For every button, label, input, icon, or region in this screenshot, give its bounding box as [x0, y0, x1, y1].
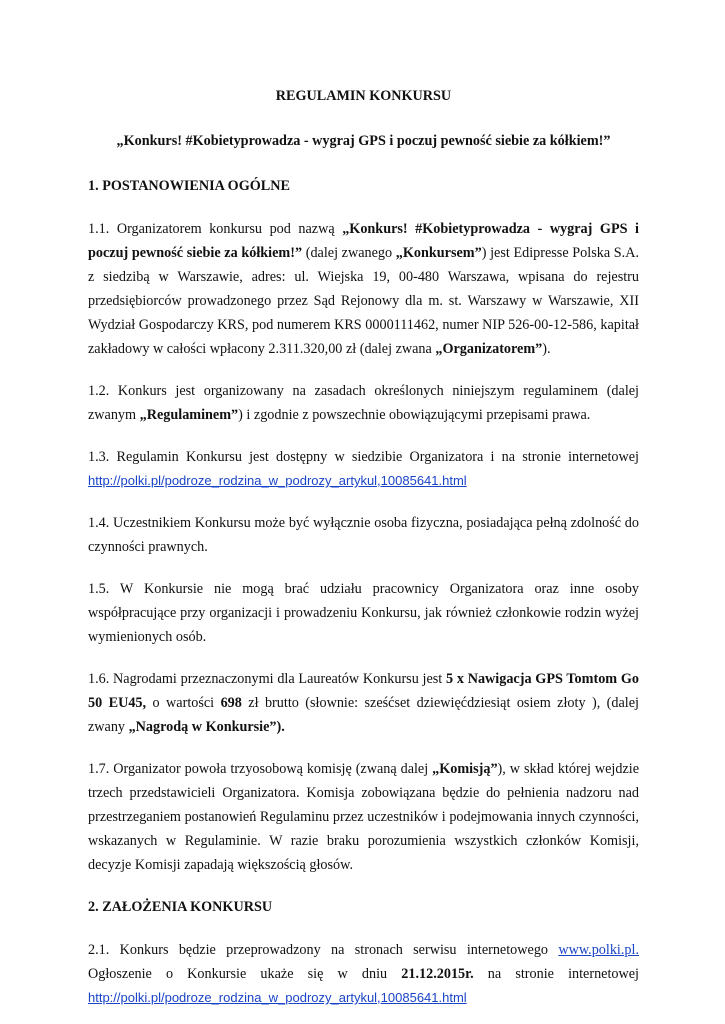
paragraph-1-1 [88, 217, 639, 361]
p2-1-text-c: na stronie internetowej [473, 966, 639, 982]
p1-6-text-a: 1.6. Nagrodami przeznaczonymi dla Laureatów Konkursu jest [88, 671, 447, 687]
section-2-heading: 2. ZAŁOŻENIA KONKURSU [88, 899, 273, 915]
regulamin-link[interactable]: http://polki.pl/podroze_rodzina_w_podrozy_artykul,10085641.html [88, 473, 467, 488]
section-1-heading: 1. POSTANOWIENIA OGÓLNE [88, 178, 290, 194]
p1-6-prize: 5 x Nawigacja GPS Tomtom Go 50 EU45, [88, 671, 639, 711]
document-title: REGULAMIN KONKURSU [275, 88, 452, 104]
p1-1-text-a: 1.1. Organizatorem konkursu pod nazwą [88, 221, 343, 237]
p1-1-konkursem: „Konkursem” [395, 245, 482, 261]
p1-2-text-c: ) i zgodnie z powszechnie obowiązującymi przepisami prawa. [238, 407, 591, 423]
p1-6-text-c: o wartości [146, 695, 221, 711]
paragraph-2-1-link-line [88, 986, 639, 1010]
polki-site-link[interactable]: www.polki.pl. [558, 942, 639, 958]
p1-1-text-g: ). [542, 341, 551, 357]
announcement-link[interactable]: http://polki.pl/podroze_rodzina_w_podrozy_artykul,10085641.html [88, 990, 467, 1005]
paragraph-1-4: 1.4. Uczestnikiem Konkursu może być wyłącznie osoba fizyczna, posiadająca pełną zdolność do czynności prawnych. [88, 515, 639, 555]
p1-3-text-a: 1.3. Regulamin Konkursu jest dostępny w siedzibie Organizatora i na stronie internetowej [88, 449, 639, 465]
p1-7-komisja: „Komisją” [432, 761, 498, 777]
p1-1-text-e: ) jest Edipresse Polska S.A. z siedzibą w Warszawie, adres: ul. Wiejska 19, 00-480 Warszawa, wpisana do rejestru przedsiębiorców prowadzonego przez Sąd Rejonowy dla m. st. Warszawy w Warszawie, XII Wydział Gospodarczy KRS, pod numerem KRS 0000111462, numer NIP 526-00-12-586, kapitał zakładowy w całości wpłacony 2.311.320,00 zł (dalej zwana [88, 245, 640, 357]
paragraph-1-2 [88, 379, 639, 427]
p1-7-text-a: 1.7. Organizator powoła trzyosobową komisję (zwaną dalej [88, 761, 433, 777]
p1-2-regulaminem: „Regulaminem” [139, 407, 239, 423]
paragraph-1-5: 1.5. W Konkursie nie mogą brać udziału pracownicy Organizatora oraz inne osoby współpracujące przy organizacji i prowadzeniu Konkursu, jak również członkowie rodzin wyżej wymienionych osób. [88, 581, 639, 645]
p1-1-text-c: (dalej zwanego [302, 245, 396, 261]
paragraph-1-7 [88, 757, 639, 877]
paragraph-1-3 [88, 445, 639, 493]
paragraph-2-1 [88, 938, 639, 986]
p1-6-text-e: zł brutto (słownie: sześćset dziewięćdziesiąt osiem złoty ), (dalej zwany [88, 695, 639, 735]
paragraph-1-6 [88, 667, 639, 739]
p1-6-value: 698 [220, 695, 242, 711]
p2-1-text-a: 2.1. Konkurs będzie przeprowadzony na stronach serwisu internetowego [88, 942, 559, 958]
p2-1-date: 21.12.2015r. [401, 966, 474, 982]
p1-1-contest-name: „Konkurs! #Kobietyprowadza - wygraj GPS i poczuj pewność siebie za kółkiem!” [88, 221, 639, 261]
document-page [88, 78, 639, 1010]
p1-6-nagroda: „Nagrodą w Konkursie”). [128, 719, 285, 735]
p1-7-text-c: ), w skład której wejdzie trzech przedstawicieli Organizatora. Komisja zobowiązana będzie do pełnienia nadzoru nad przestrzeganiem postanowień Regulaminu przez uczestników i podejmowania innych czynności, wskazanych w Regulaminie. W razie braku porozumienia wszystkich członków Komisji, decyzje Komisji zapadają większością głosów. [88, 761, 640, 873]
p2-1-text-b: Ogłoszenie o Konkursie ukaże się w dniu [88, 966, 402, 982]
p1-1-organizatorem: „Organizatorem” [435, 341, 543, 357]
document-subtitle: „Konkurs! #Kobietyprowadza - wygraj GPS i poczuj pewność siebie za kółkiem!” [116, 133, 611, 149]
p1-2-text-a: 1.2. Konkurs jest organizowany na zasadach określonych niniejszym regulaminem (dalej zwanym [88, 383, 639, 423]
